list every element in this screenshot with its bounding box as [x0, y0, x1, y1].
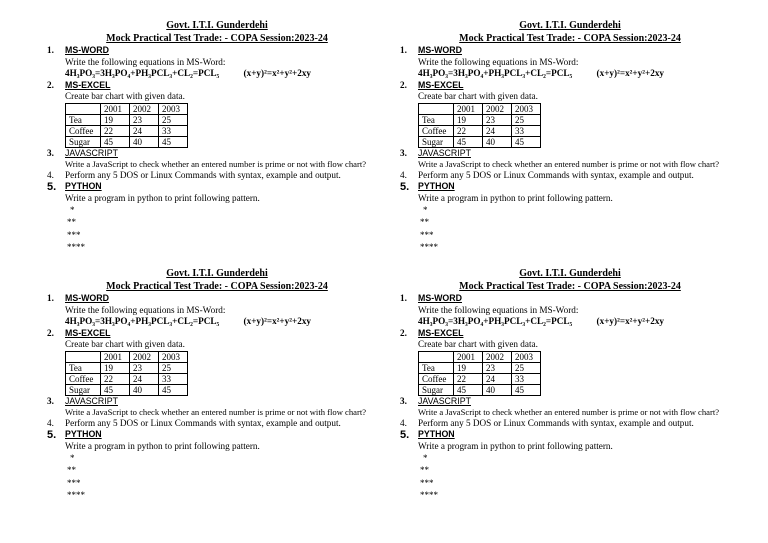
- test-subtitle: Mock Practical Test Trade: - COPA Session:2023-24: [106, 280, 328, 292]
- table-cell: Sugar: [419, 136, 454, 147]
- question-number: 2.: [400, 327, 407, 338]
- pattern-output: [47, 452, 387, 501]
- question-text: Write the following equations in MS-Word:: [65, 304, 226, 315]
- table-cell: 19: [101, 362, 130, 373]
- question-number: 3.: [47, 395, 54, 406]
- question-2: [47, 80, 387, 92]
- table-header-row: [66, 103, 188, 114]
- pattern-line: ***: [420, 477, 434, 488]
- question-3: [47, 396, 387, 408]
- chemical-equation: 4H₃PO₃=3H₃PO₄+PH₃PCL₃+CL₂=PCL₅: [418, 68, 573, 78]
- question-text: Perform any 5 DOS or Linux Commands with syntax, example and output.: [418, 169, 694, 180]
- question-text: Create bar chart with given data.: [418, 91, 538, 101]
- pattern-output: [400, 452, 740, 501]
- question-text: Write the following equations in MS-Word:: [418, 56, 579, 67]
- table-cell: 19: [454, 114, 483, 125]
- test-subtitle: Mock Practical Test Trade: - COPA Session:2023-24: [459, 32, 681, 44]
- equations-line: [400, 68, 740, 80]
- question-1: [400, 293, 740, 305]
- pattern-line: *: [423, 205, 428, 216]
- question-text: Perform any 5 DOS or Linux Commands with syntax, example and output.: [418, 417, 694, 428]
- question-text: Create bar chart with given data.: [65, 91, 185, 101]
- table-cell: 24: [483, 373, 512, 384]
- table-cell: 2002: [483, 103, 512, 114]
- question-3: [400, 148, 740, 160]
- table-cell: 23: [483, 362, 512, 373]
- table-cell: 40: [483, 136, 512, 147]
- table-row: [66, 136, 188, 147]
- table-cell: 2003: [512, 103, 541, 114]
- paper-copy-4: [400, 268, 740, 501]
- table-cell: 2003: [159, 351, 188, 362]
- table-header-row: [419, 351, 541, 362]
- table-cell: Coffee: [66, 373, 101, 384]
- equations-line: [47, 316, 387, 328]
- table-cell: 19: [454, 362, 483, 373]
- institute-title: Govt. I.T.I. Gunderdehi: [519, 268, 621, 279]
- table-cell: [66, 103, 101, 114]
- table-cell: 19: [101, 114, 130, 125]
- data-table: [65, 103, 188, 148]
- table-cell: Tea: [66, 114, 101, 125]
- table-cell: Coffee: [66, 125, 101, 136]
- table-row: [66, 362, 188, 373]
- question-text: Write a JavaScript to check whether an entered number is prime or not with flow chart?: [65, 407, 367, 417]
- question-heading: MS-EXCEL: [418, 327, 464, 338]
- table-cell: 33: [159, 373, 188, 384]
- question-number: 1.: [400, 45, 407, 55]
- question-3: [47, 148, 387, 160]
- table-cell: 25: [512, 114, 541, 125]
- question-number: 2.: [400, 79, 407, 90]
- question-heading: PYTHON: [418, 429, 455, 440]
- question-number: 4.: [400, 169, 407, 180]
- question-text: Write a JavaScript to check whether an entered number is prime or not with flow chart?: [65, 159, 367, 169]
- question-4: [400, 418, 740, 430]
- table-cell: Sugar: [66, 384, 101, 395]
- question-number: 3.: [47, 147, 54, 158]
- table-row: [419, 384, 541, 395]
- question-heading: MS-WORD: [418, 45, 462, 55]
- question-number: 4.: [47, 417, 54, 428]
- table-cell: 22: [101, 125, 130, 136]
- pattern-line: **: [67, 217, 76, 228]
- table-cell: Sugar: [66, 136, 101, 147]
- table-cell: 24: [130, 373, 159, 384]
- question-text: Write a program in python to print following pattern.: [418, 192, 613, 203]
- chemical-equation: 4H₃PO₃=3H₃PO₄+PH₃PCL₃+CL₂=PCL₅: [418, 316, 573, 326]
- table-row: [66, 373, 188, 384]
- question-number: 2.: [47, 79, 54, 90]
- pattern-output: [400, 204, 740, 253]
- pattern-line: **: [420, 465, 429, 476]
- question-number: 1.: [400, 293, 407, 303]
- table-header-row: [419, 103, 541, 114]
- question-5: [47, 429, 387, 441]
- table-cell: 2002: [483, 351, 512, 362]
- pattern-line: ***: [67, 229, 81, 240]
- table-cell: 22: [454, 373, 483, 384]
- question-number: 5.: [400, 429, 410, 442]
- question-heading: MS-EXCEL: [65, 79, 111, 90]
- table-cell: 25: [159, 114, 188, 125]
- question-heading: JAVASCRIPT: [65, 395, 118, 406]
- question-2: [400, 328, 740, 340]
- question-1: [47, 293, 387, 305]
- institute-title: Govt. I.T.I. Gunderdehi: [166, 268, 268, 279]
- question-1: [47, 45, 387, 57]
- question-text: Write a program in python to print following pattern.: [65, 440, 260, 451]
- table-cell: Coffee: [419, 373, 454, 384]
- question-heading: PYTHON: [65, 429, 102, 440]
- table-cell: 45: [512, 384, 541, 395]
- question-heading: PYTHON: [65, 181, 102, 192]
- algebra-equation: (x+y)²=x²+y²+2xy: [596, 68, 665, 78]
- table-row: [419, 136, 541, 147]
- equations-line: [47, 68, 387, 80]
- question-4: [400, 170, 740, 182]
- table-row: [419, 373, 541, 384]
- table-cell: 45: [159, 136, 188, 147]
- question-4: [47, 170, 387, 182]
- question-5: [400, 429, 740, 441]
- test-subtitle: Mock Practical Test Trade: - COPA Session:2023-24: [459, 280, 681, 292]
- paper-copy-1: [47, 20, 387, 253]
- pattern-line: ****: [67, 241, 85, 252]
- question-number: 1.: [47, 45, 54, 55]
- data-table: [418, 103, 541, 148]
- question-5: [400, 181, 740, 193]
- table-cell: 23: [130, 114, 159, 125]
- question-heading: MS-WORD: [65, 45, 109, 55]
- table-row: [419, 114, 541, 125]
- question-heading: MS-WORD: [65, 293, 109, 303]
- table-cell: 33: [159, 125, 188, 136]
- table-header-row: [66, 351, 188, 362]
- table-cell: 2001: [101, 351, 130, 362]
- question-text: Write the following equations in MS-Word:: [65, 56, 226, 67]
- question-4: [47, 418, 387, 430]
- table-cell: 2001: [101, 103, 130, 114]
- pattern-output: [47, 204, 387, 253]
- question-3: [400, 396, 740, 408]
- chemical-equation: 4H₃PO₃=3H₃PO₄+PH₃PCL₃+CL₂=PCL₅: [65, 68, 220, 78]
- question-heading: MS-EXCEL: [418, 79, 464, 90]
- question-number: 5.: [47, 181, 57, 194]
- table-cell: 45: [159, 384, 188, 395]
- question-text: Write a program in python to print following pattern.: [418, 440, 613, 451]
- question-text: Write a JavaScript to check whether an entered number is prime or not with flow chart?: [418, 159, 720, 169]
- pattern-line: *: [70, 205, 75, 216]
- table-row: [419, 125, 541, 136]
- table-cell: 33: [512, 125, 541, 136]
- data-table: [65, 351, 188, 396]
- question-text: Write a JavaScript to check whether an entered number is prime or not with flow chart?: [418, 407, 720, 417]
- pattern-line: ***: [420, 229, 434, 240]
- table-cell: Sugar: [419, 384, 454, 395]
- table-cell: 23: [130, 362, 159, 373]
- question-1: [400, 45, 740, 57]
- table-cell: 22: [101, 373, 130, 384]
- institute-title: Govt. I.T.I. Gunderdehi: [519, 20, 621, 31]
- question-heading: JAVASCRIPT: [418, 395, 471, 406]
- table-cell: [419, 351, 454, 362]
- question-number: 5.: [400, 181, 410, 194]
- table-row: [66, 125, 188, 136]
- question-number: 1.: [47, 293, 54, 303]
- table-cell: Tea: [419, 114, 454, 125]
- question-number: 4.: [400, 417, 407, 428]
- chemical-equation: 4H₃PO₃=3H₃PO₄+PH₃PCL₃+CL₂=PCL₅: [65, 316, 220, 326]
- table-cell: 2003: [512, 351, 541, 362]
- question-text: Write a program in python to print following pattern.: [65, 192, 260, 203]
- table-cell: 2002: [130, 103, 159, 114]
- table-cell: 2003: [159, 103, 188, 114]
- table-cell: 40: [483, 384, 512, 395]
- table-cell: 45: [512, 136, 541, 147]
- paper-copy-3: [47, 268, 387, 501]
- question-heading: PYTHON: [418, 181, 455, 192]
- pattern-line: **: [420, 217, 429, 228]
- table-cell: 45: [101, 136, 130, 147]
- pattern-line: *: [70, 453, 75, 464]
- question-number: 3.: [400, 395, 407, 406]
- algebra-equation: (x+y)²=x²+y²+2xy: [243, 68, 312, 78]
- question-heading: JAVASCRIPT: [65, 147, 118, 158]
- equations-line: [400, 316, 740, 328]
- question-2: [400, 80, 740, 92]
- table-cell: Tea: [66, 362, 101, 373]
- table-cell: 2001: [454, 103, 483, 114]
- table-cell: 45: [454, 384, 483, 395]
- table-cell: 25: [512, 362, 541, 373]
- question-number: 2.: [47, 327, 54, 338]
- test-subtitle: Mock Practical Test Trade: - COPA Session:2023-24: [106, 32, 328, 44]
- table-row: [66, 114, 188, 125]
- table-cell: 40: [130, 136, 159, 147]
- algebra-equation: (x+y)²=x²+y²+2xy: [243, 316, 312, 326]
- question-text: Create bar chart with given data.: [418, 339, 538, 349]
- table-cell: 25: [159, 362, 188, 373]
- question-number: 5.: [47, 429, 57, 442]
- table-cell: Tea: [419, 362, 454, 373]
- question-heading: JAVASCRIPT: [418, 147, 471, 158]
- pattern-line: **: [67, 465, 76, 476]
- table-cell: 24: [130, 125, 159, 136]
- pattern-line: ****: [420, 489, 438, 500]
- table-cell: Coffee: [419, 125, 454, 136]
- table-cell: 24: [483, 125, 512, 136]
- table-cell: 40: [130, 384, 159, 395]
- table-row: [419, 362, 541, 373]
- pattern-line: ***: [67, 477, 81, 488]
- pattern-line: ****: [420, 241, 438, 252]
- question-text: Create bar chart with given data.: [65, 339, 185, 349]
- data-table: [418, 351, 541, 396]
- question-text: Perform any 5 DOS or Linux Commands with syntax, example and output.: [65, 417, 341, 428]
- table-cell: 33: [512, 373, 541, 384]
- question-5: [47, 181, 387, 193]
- question-number: 4.: [47, 169, 54, 180]
- table-cell: 2002: [130, 351, 159, 362]
- table-cell: 2001: [454, 351, 483, 362]
- institute-title: Govt. I.T.I. Gunderdehi: [166, 20, 268, 31]
- pattern-line: *: [423, 453, 428, 464]
- pattern-line: ****: [67, 489, 85, 500]
- table-cell: 23: [483, 114, 512, 125]
- paper-copy-2: [400, 20, 740, 253]
- table-cell: 22: [454, 125, 483, 136]
- question-text: Write the following equations in MS-Word:: [418, 304, 579, 315]
- question-heading: MS-EXCEL: [65, 327, 111, 338]
- question-text: Perform any 5 DOS or Linux Commands with syntax, example and output.: [65, 169, 341, 180]
- question-number: 3.: [400, 147, 407, 158]
- table-cell: [419, 103, 454, 114]
- table-row: [66, 384, 188, 395]
- question-2: [47, 328, 387, 340]
- question-heading: MS-WORD: [418, 293, 462, 303]
- table-cell: [66, 351, 101, 362]
- table-cell: 45: [101, 384, 130, 395]
- table-cell: 45: [454, 136, 483, 147]
- algebra-equation: (x+y)²=x²+y²+2xy: [596, 316, 665, 326]
